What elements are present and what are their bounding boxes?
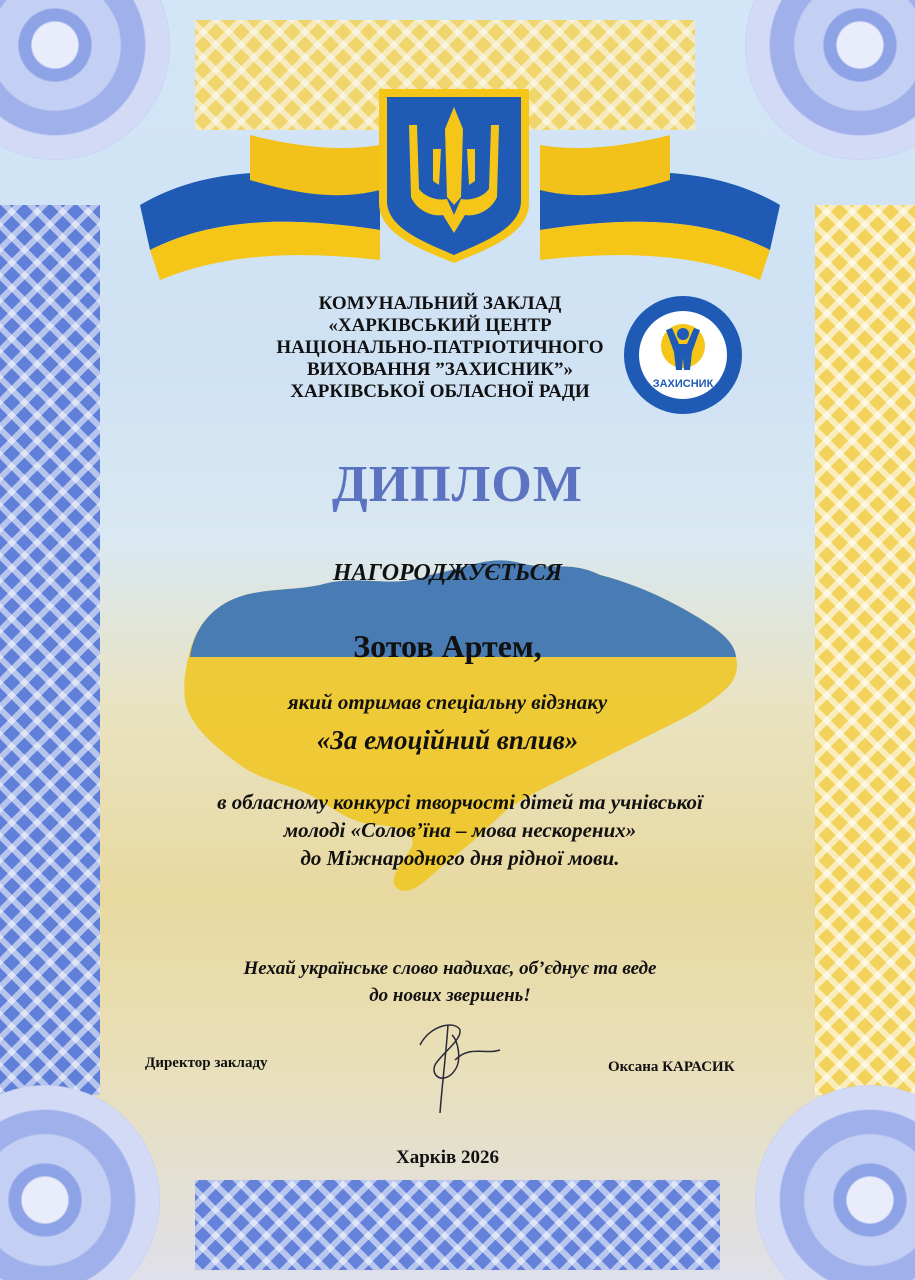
corner-rosette-bottom-right: [755, 1085, 915, 1280]
contest-line: молоді «Солов’їна – мова нескорених»: [283, 818, 637, 842]
place-and-year: Харків 2026: [395, 1147, 500, 1168]
institution-line: КОМУНАЛЬНИЙ ЗАКЛАД: [318, 293, 562, 314]
corner-rosette-bottom-left: [0, 1085, 160, 1280]
wish-line: Нехай українське слово надихає, об’єднує та веде: [243, 958, 657, 979]
contest-line: в обласному конкурсі творчості дітей та учнівської: [217, 790, 703, 814]
awarded-heading: НАГОРОДЖУЄТЬСЯ: [332, 560, 563, 586]
diploma-title: ДИПЛОМ: [332, 456, 583, 513]
contest-description: [120, 788, 800, 872]
contest-line: до Міжнародного дня рідної мови.: [300, 846, 620, 870]
wish-line: до нових звершень!: [369, 985, 531, 1006]
award-description: який отримав спеціальну відзнаку: [287, 690, 608, 714]
institution-line: ХАРКІВСЬКОЇ ОБЛАСНОЇ РАДИ: [290, 381, 590, 402]
institution-line: НАЦІОНАЛЬНО-ПАТРІОТИЧНОГО: [276, 337, 604, 358]
recipient-name: Зотов Артем,: [353, 628, 542, 664]
institution-line: «ХАРКІВСЬКИЙ ЦЕНТР: [328, 315, 552, 336]
coat-of-arms-trident-icon: [375, 85, 533, 267]
distinction-name: «За емоційний вплив»: [316, 725, 579, 755]
logo-text: ЗАХИСНИК: [652, 378, 714, 390]
signer-name: Оксана КАРАСИК: [608, 1059, 735, 1075]
institution-line: ВИХОВАННЯ ”ЗАХИСНИК”»: [306, 359, 574, 380]
handwritten-signature: [400, 1005, 510, 1120]
director-label: Директор закладу: [145, 1055, 268, 1071]
bottom-ornament-border: [195, 1180, 720, 1270]
institution-name: [230, 293, 650, 403]
zakhysnyk-logo: [622, 294, 744, 416]
wish-text: [150, 955, 750, 1009]
